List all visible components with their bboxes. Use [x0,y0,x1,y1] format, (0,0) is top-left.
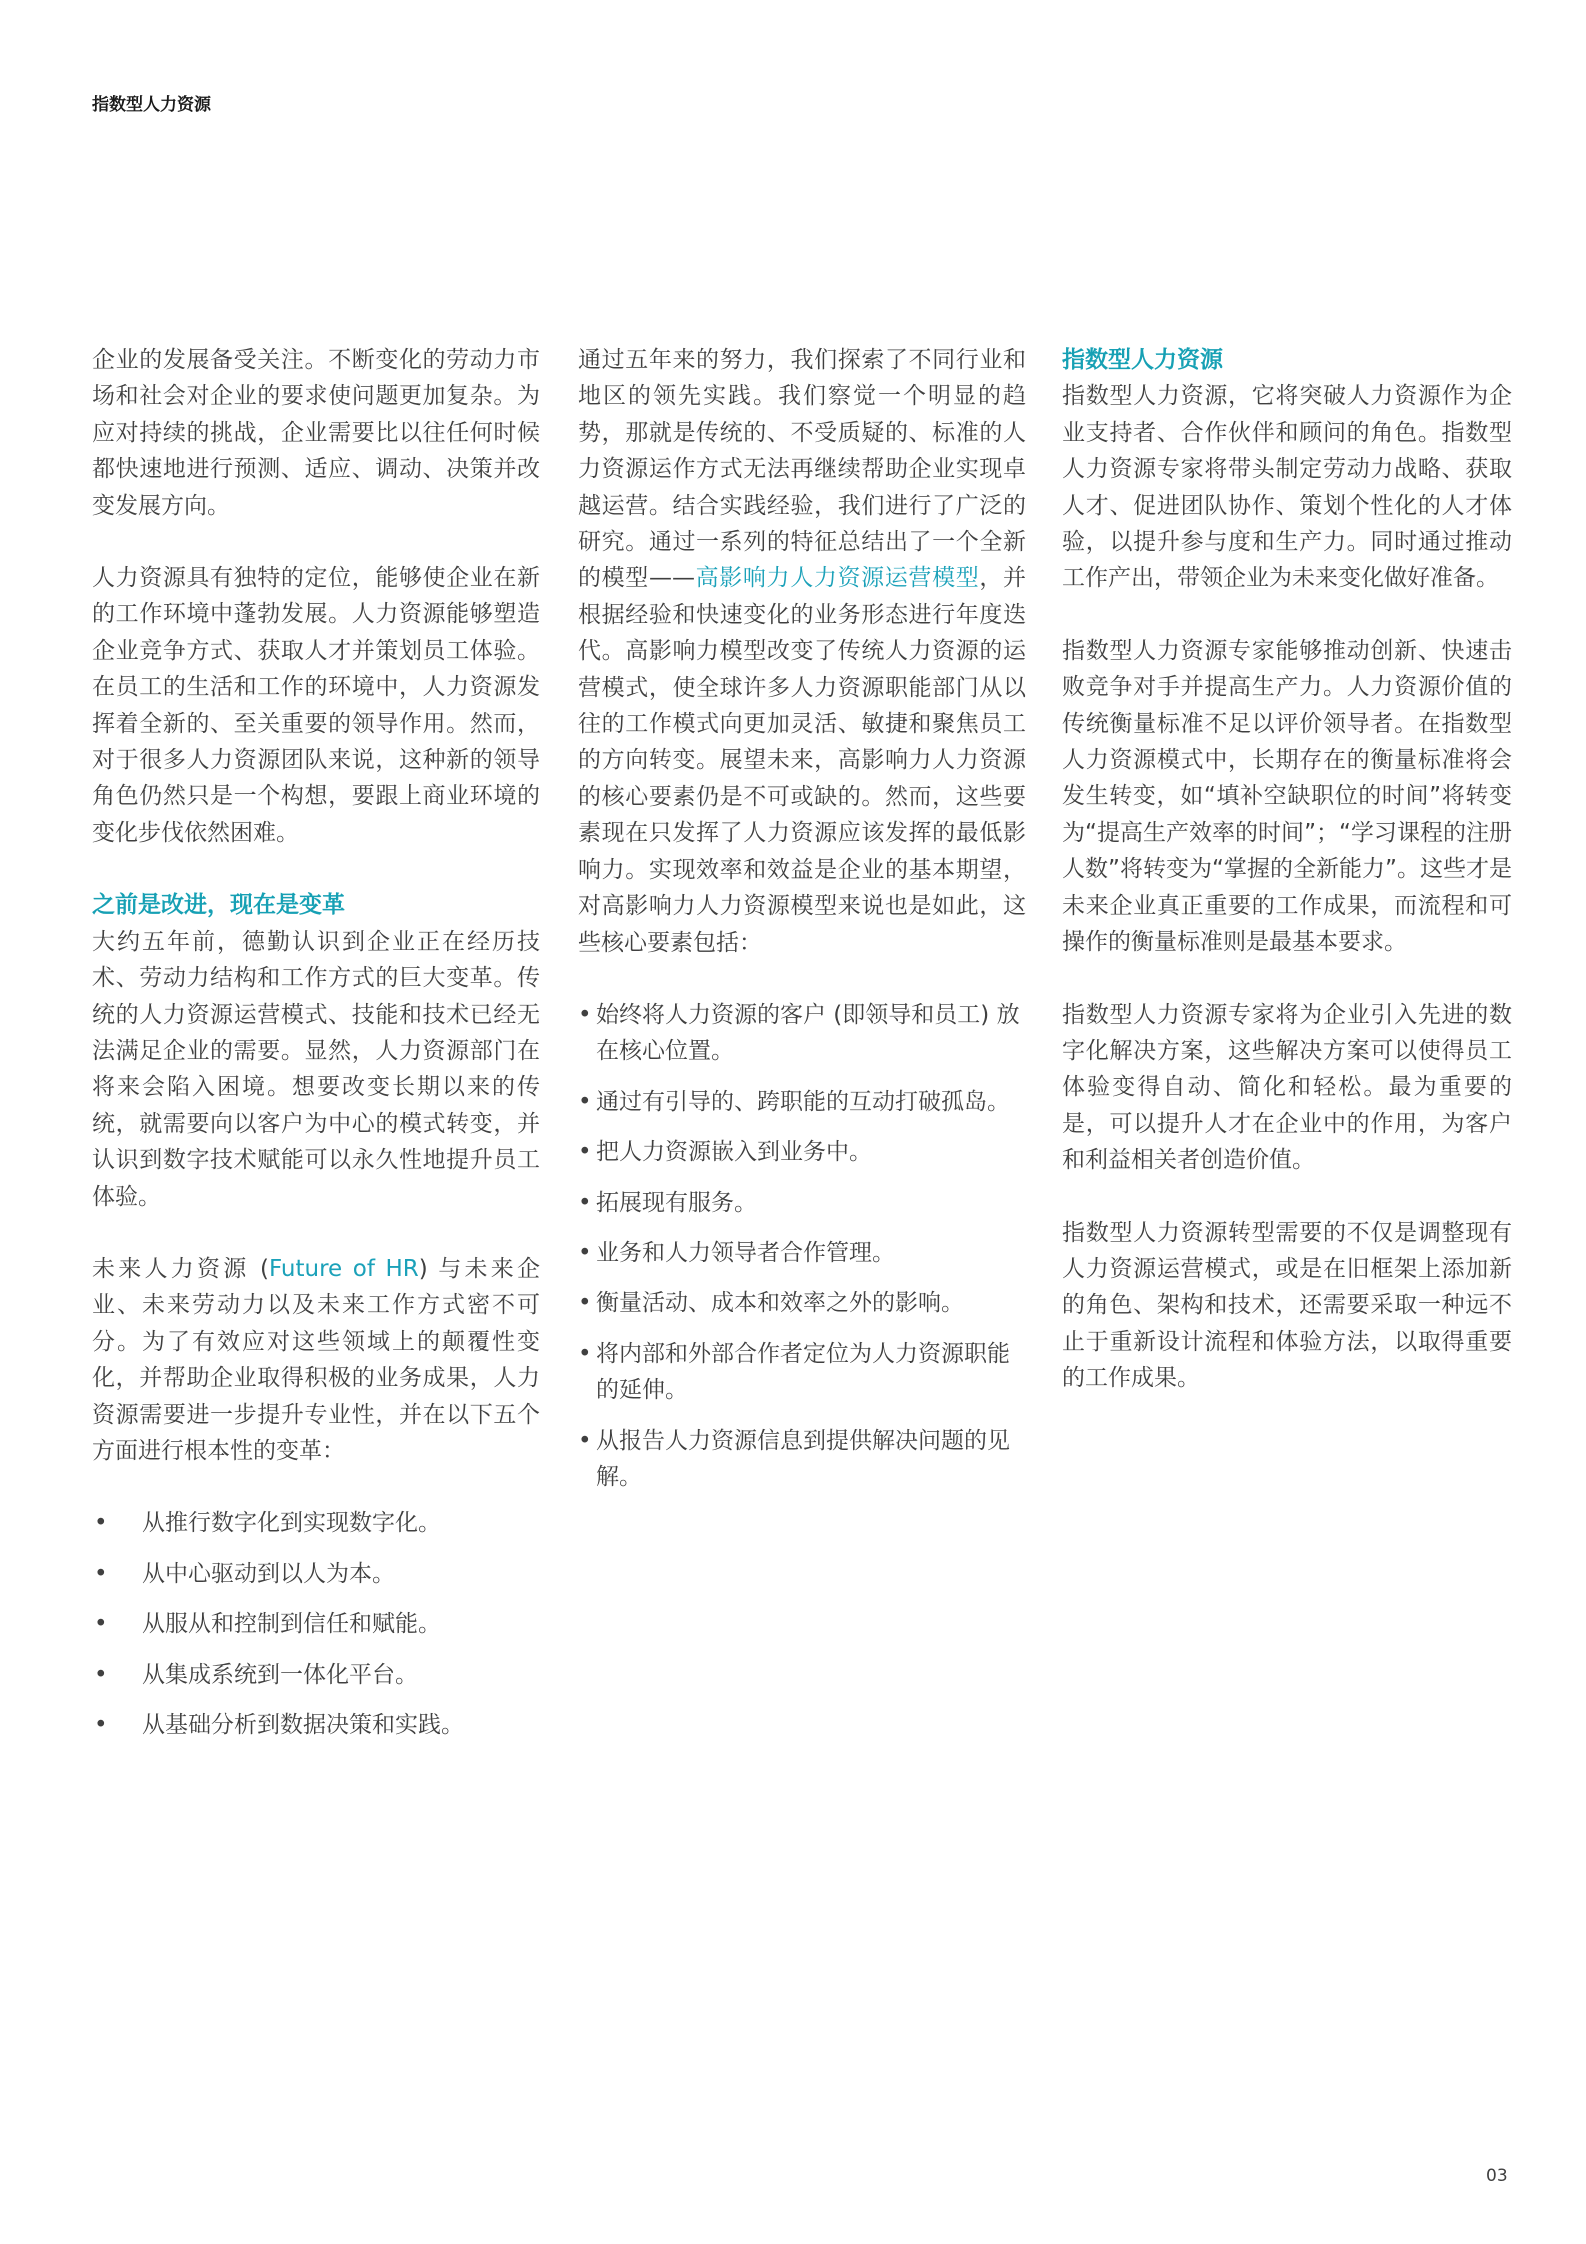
list-item: • 从基础分析到数据决策和实践。 [92,1707,540,1743]
future-of-hr-link[interactable]: Future of HR [268,1255,419,1282]
page-number: 03 [1486,2166,1508,2186]
column-2 [578,342,1026,1509]
list-item: • 通过有引导的、跨职能的互动打破孤岛。 [578,1084,1026,1120]
list-item: • 从服从和控制到信任和赋能。 [92,1606,540,1642]
column-1 [92,342,540,1757]
list-item: • 从中心驱动到以人为本。 [92,1556,540,1592]
paragraph: 指数型人力资源转型需要的不仅是调整现有人力资源运营模式，或是在旧框架上添加新的角色、架构和技术，还需要采取一种远不止于重新设计流程和体验方法，以取得重要的工作成果。 [1062,1219,1512,1392]
list-item: • 将内部和外部合作者定位为人力资源职能的延伸。 [578,1336,1026,1409]
transformation-list [92,1505,540,1743]
list-item: • 从推行数字化到实现数字化。 [92,1505,540,1541]
paragraph: 指数型人力资源，它将突破人力资源作为企业支持者、合作伙伴和顾问的角色。指数型人力资源专家将带头制定劳动力战略、获取人才、促进团队协作、策划个性化的人才体验，以提升参与度和生产力。同时通过推动工作产出，带领企业为未来变化做好准备。 [1062,383,1512,592]
list-item: • 从报告人力资源信息到提供解决问题的见解。 [578,1423,1026,1496]
high-impact-hr-model-link[interactable]: 高影响力人力资源运营模型 [694,565,980,592]
list-item: • 始终将人力资源的客户 (即领导和员工) 放在核心位置。 [578,997,1026,1070]
list-item: • 从集成系统到一体化平台。 [92,1657,540,1693]
section-heading: 之前是改进，现在是变革 [92,892,345,919]
list-item: • 拓展现有服务。 [578,1185,1026,1221]
section-heading: 指数型人力资源 [1062,347,1223,373]
running-header: 指数型人力资源 [92,95,211,115]
paragraph: 未来人力资源 (Future of HR) 与未来企业、未来劳动力以及未来工作方式密不可分。为了有效应对这些领域上的颠覆性变化，并帮助企业取得积极的业务成果，人力资源需要进一步提升专业性，并在以下五个方面进行根本性的变革： [92,1255,540,1464]
paragraph: 通过五年来的努力，我们探索了不同行业和地区的领先实践。我们察觉一个明显的趋势，那就是传统的、不受质疑的、标准的人力资源运作方式无法再继续帮助企业实现卓越运营。结合实践经验，我们进行了广泛的研究。通过一系列的特征总结出了一个全新的模型——高影响力人力资源运营模型，并根据经验和快速变化的业务形态进行年度迭代。高影响力模型改变了传统人力资源的运营模式，使全球许多人力资源职能部门从以往的工作模式向更加灵活、敏捷和聚焦员工的方向转变。展望未来，高影响力人力资源的核心要素仍是不可或缺的。然而，这些要素现在只发挥了人力资源应该发挥的最低影响力。实现效率和效益是企业的基本期望，对高影响力人力资源模型来说也是如此，这些核心要素包括： [578,347,1027,956]
paragraph: 大约五年前，德勤认识到企业正在经历技术、劳动力结构和工作方式的巨大变革。传统的人力资源运营模式、技能和技术已经无法满足企业的需要。显然，人力资源部门在将来会陷入困境。想要改变长期以来的传统，就需要向以客户为中心的模式转变，并认识到数字技术赋能可以永久性地提升员工体验。 [92,928,540,1210]
core-elements-list [578,997,1026,1495]
paragraph: 指数型人力资源专家能够推动创新、快速击败竞争对手并提高生产力。人力资源价值的传统衡量标准不足以评价领导者。在指数型人力资源模式中，长期存在的衡量标准将会发生转变，如“填补空缺职位的时间”将转变为“提高生产效率的时间”；“学习课程的注册人数”将转变为“掌握的全新能力”。这些才是未来企业真正重要的工作成果，而流程和可操作的衡量标准则是最基本要求。 [1062,637,1512,956]
column-3 [1062,342,1512,1433]
list-item: • 业务和人力领导者合作管理。 [578,1235,1026,1271]
list-item: • 把人力资源嵌入到业务中。 [578,1134,1026,1170]
paragraph: 指数型人力资源专家将为企业引入先进的数字化解决方案，这些解决方案可以使得员工体验变得自动、简化和轻松。最为重要的是，可以提升人才在企业中的作用，为客户和利益相关者创造价值。 [1062,1001,1512,1174]
list-item: • 衡量活动、成本和效率之外的影响。 [578,1285,1026,1321]
paragraph: 人力资源具有独特的定位，能够使企业在新的工作环境中蓬勃发展。人力资源能够塑造企业竞争方式、获取人才并策划员工体验。在员工的生活和工作的环境中，人力资源发挥着全新的、至关重要的领导作用。然而，对于很多人力资源团队来说，这种新的领导角色仍然只是一个构想，要跟上商业环境的变化步伐依然困难。 [92,565,540,846]
paragraph: 企业的发展备受关注。不断变化的劳动力市场和社会对企业的要求使问题更加复杂。为应对持续的挑战，企业需要比以往任何时候都快速地进行预测、适应、调动、决策并改变发展方向。 [92,347,540,519]
